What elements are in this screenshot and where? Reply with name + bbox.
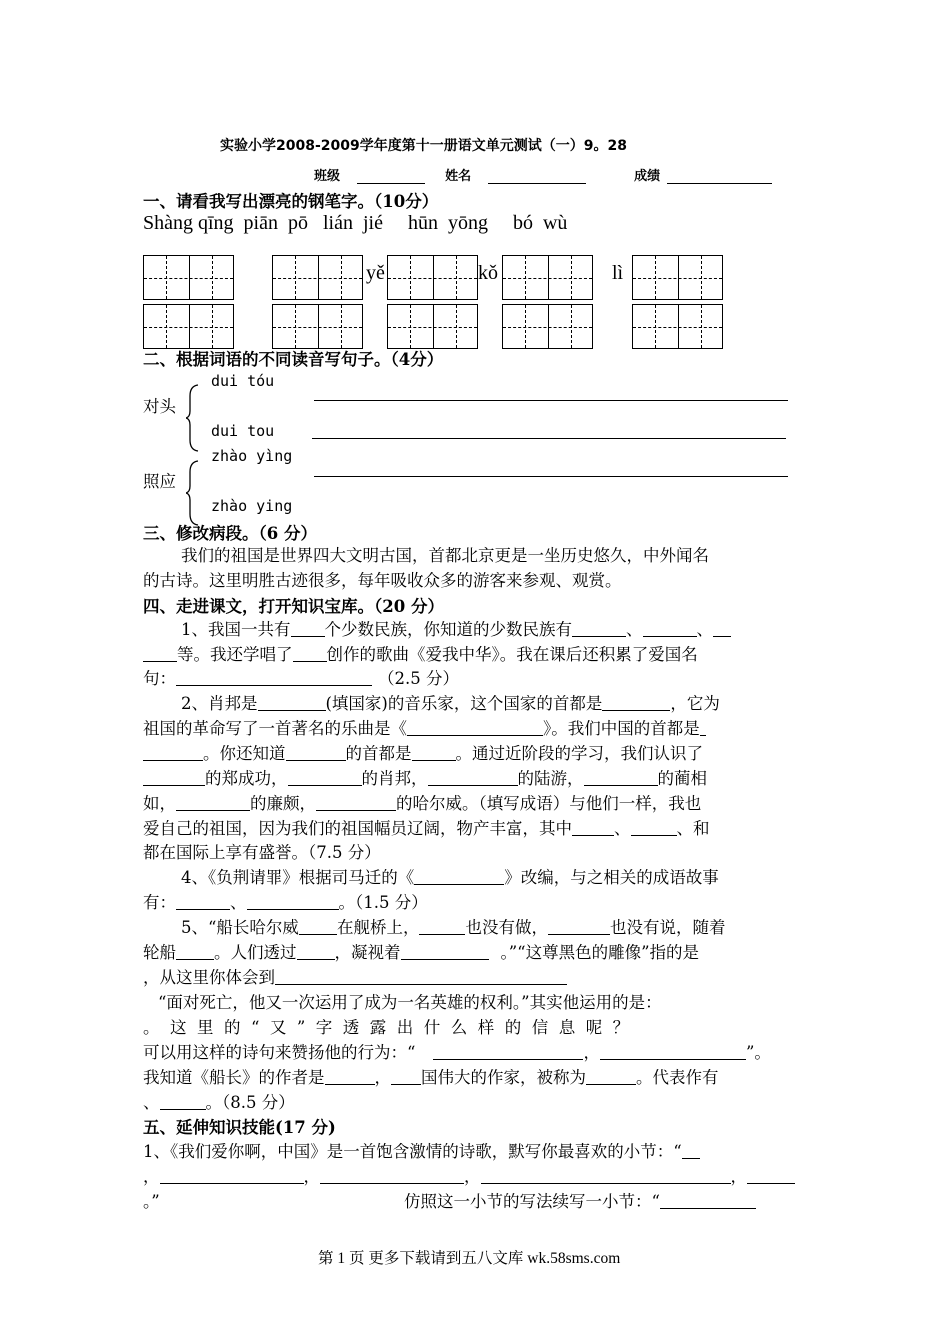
text: 。（8.5 分） xyxy=(205,1093,295,1112)
text: 祖国的革命写了一首著名的乐曲是《 xyxy=(143,719,407,738)
text: 在舰桥上， xyxy=(336,918,420,937)
text: 。”“这尊黑色的雕像”指的是 xyxy=(500,943,700,962)
writing-grid-box[interactable] xyxy=(632,304,723,349)
blank[interactable] xyxy=(275,966,567,985)
q2-line4 xyxy=(143,766,707,791)
answer-line[interactable] xyxy=(312,438,786,439)
text: 如， xyxy=(143,794,176,813)
text: 、 xyxy=(696,620,713,639)
word1-pinyin2: dui tou xyxy=(211,422,275,440)
q2-line5 xyxy=(143,791,701,816)
blank[interactable] xyxy=(631,817,677,836)
text: 、 xyxy=(230,893,247,912)
text: 的蔺相 xyxy=(657,769,707,788)
q1-line2 xyxy=(143,642,698,667)
text: 仿照这一小节的写法续写一小节：“ xyxy=(404,1192,660,1211)
q5-line6 xyxy=(143,1040,771,1065)
text: （2.5 分） xyxy=(378,669,459,688)
q5-line7 xyxy=(143,1065,719,1090)
blank[interactable] xyxy=(713,618,731,637)
blank[interactable] xyxy=(143,742,203,761)
word2-pinyin1: zhào yìng xyxy=(211,447,293,465)
class-blank[interactable] xyxy=(357,169,425,184)
blank[interactable] xyxy=(602,692,670,711)
blank[interactable] xyxy=(391,1066,421,1085)
blank[interactable] xyxy=(143,767,205,786)
text: ， xyxy=(143,1167,160,1186)
text: ，从这里你体会到 xyxy=(143,968,275,987)
text: 的廉颇， xyxy=(250,794,316,813)
text: ， xyxy=(464,1167,481,1186)
blank[interactable] xyxy=(643,618,697,637)
blank[interactable] xyxy=(288,767,362,786)
text: 、和 xyxy=(676,819,710,838)
text: 句： xyxy=(143,669,176,688)
text: 创作的歌曲《爱我中华》。我在课后还积累了爱国名 xyxy=(326,645,698,664)
writing-grid-box[interactable] xyxy=(632,255,723,300)
name-blank[interactable] xyxy=(488,169,586,184)
blank[interactable] xyxy=(407,717,543,736)
blank[interactable] xyxy=(586,1066,636,1085)
q5-line3 xyxy=(143,965,567,990)
blank[interactable] xyxy=(293,643,327,662)
blank[interactable] xyxy=(572,817,614,836)
writing-grid-box[interactable] xyxy=(143,304,234,349)
blank[interactable] xyxy=(176,792,250,811)
blank[interactable] xyxy=(316,792,396,811)
blank[interactable] xyxy=(584,767,658,786)
blank[interactable] xyxy=(682,1140,700,1159)
student-info-row xyxy=(314,165,772,184)
word1-brace-icon xyxy=(186,384,200,452)
blank[interactable] xyxy=(600,1041,746,1060)
q5-line2 xyxy=(143,940,699,965)
blank[interactable] xyxy=(160,1091,206,1110)
text: 1、《我们爱你啊，中国》是一首饱含激情的诗歌，默写你最喜欢的小节：“ xyxy=(143,1142,682,1161)
text: 5、“船长哈尔威 xyxy=(181,918,299,937)
word2: 照应 xyxy=(143,472,176,491)
text: 》。我们中国的首都是 xyxy=(543,719,700,738)
blank[interactable] xyxy=(660,1190,756,1209)
paragraph-line: 的古诗。这里明胜古迹很多，每年吸收众多的游客来参观、观赏。 xyxy=(143,571,622,590)
text: 。通过近阶段的学习，我们认识了 xyxy=(455,744,703,763)
section3-heading: 三、修改病段。（6 分） xyxy=(143,524,317,543)
q2-line7: 都在国际上享有盛誉。（7.5 分） xyxy=(143,843,381,862)
blank[interactable] xyxy=(747,1165,795,1184)
section5-heading: 五、延伸知识技能(17 分) xyxy=(143,1118,336,1137)
text: 的首都是 xyxy=(345,744,412,763)
s5-q1-line3b xyxy=(404,1189,756,1214)
text: ”。 xyxy=(745,1043,771,1062)
text: 可以用这样的诗句来赞扬他的行为：“ xyxy=(143,1043,416,1062)
q5-line1 xyxy=(181,915,725,940)
blank[interactable] xyxy=(419,916,465,935)
blank[interactable] xyxy=(160,1165,304,1184)
text: 的郑成功， xyxy=(205,769,288,788)
section2-heading: 二、根据词语的不同读音写句子。（4分） xyxy=(143,350,444,369)
blank[interactable] xyxy=(258,692,326,711)
text: 也没有做， xyxy=(465,918,548,937)
s5-q1-line2 xyxy=(143,1164,795,1189)
q1-line3 xyxy=(143,666,459,691)
score-blank[interactable] xyxy=(667,169,772,184)
class-label: 班级 xyxy=(314,169,341,184)
pinyin-line: Shàng qīng piān pō lián jié hūn yōng bó wù xyxy=(143,212,568,234)
pinyin-ko: kǒ xyxy=(478,262,498,284)
score-label: 成绩 xyxy=(634,169,661,184)
text: 轮船 xyxy=(143,943,176,962)
text: 也没有说，随着 xyxy=(609,918,726,937)
blank[interactable] xyxy=(247,891,339,910)
writing-grid-box[interactable] xyxy=(272,304,363,349)
blank[interactable] xyxy=(401,941,489,960)
writing-grid-box[interactable] xyxy=(502,255,593,300)
text: ， xyxy=(303,1167,320,1186)
text: 的哈尔威。（填写成语）与他们一样，我也 xyxy=(396,794,702,813)
answer-line[interactable] xyxy=(314,476,788,477)
text: 、 xyxy=(626,620,643,639)
blank[interactable] xyxy=(548,916,610,935)
q2-line6 xyxy=(143,816,710,841)
q5-line8 xyxy=(143,1090,295,1115)
q5-line5: 。 这 里 的 “ 又 ” 字 透 露 出 什 么 样 的 信 息 呢 ？ xyxy=(143,1018,630,1037)
writing-grid-box[interactable] xyxy=(272,255,363,300)
section4-heading: 四、走进课文，打开知识宝库。（20 分） xyxy=(143,597,444,616)
blank[interactable] xyxy=(176,891,230,910)
text: ， xyxy=(730,1167,747,1186)
blank[interactable] xyxy=(291,618,325,637)
blank[interactable] xyxy=(481,1165,731,1184)
text: 我知道《船长》的作者是 xyxy=(143,1068,325,1087)
s5-q1-line1 xyxy=(143,1139,700,1164)
q2-line3 xyxy=(143,741,703,766)
q1-line1 xyxy=(181,617,731,642)
text: 等。我还学唱了 xyxy=(177,645,293,664)
q2-line2 xyxy=(143,716,706,741)
text: 。你还知道 xyxy=(203,744,286,763)
blank[interactable] xyxy=(176,667,372,686)
text: 有： xyxy=(143,893,176,912)
text: 4、《负荆请罪》根据司马迁的《 xyxy=(181,868,415,887)
text: 个少数民族，你知道的少数民族有 xyxy=(324,620,572,639)
text: 、 xyxy=(143,1093,160,1112)
pinyin-ye: yě xyxy=(366,262,385,284)
writing-grid-box[interactable] xyxy=(387,255,478,300)
text: 》改编，与之相关的成语故事 xyxy=(504,868,719,887)
section1-heading: 一、请看我写出漂亮的钢笔字。（10分） xyxy=(143,192,439,211)
writing-grid-box[interactable] xyxy=(387,304,478,349)
text: 的肖邦， xyxy=(361,769,428,788)
text: 。人们透过 xyxy=(214,943,297,962)
text: 1、我国一共有 xyxy=(181,620,291,639)
word2-pinyin2: zhào ying xyxy=(211,497,293,515)
paragraph-line: 我们的祖国是世界四大文明古国，首都北京更是一坐历史悠久，中外闻名 xyxy=(181,546,709,565)
text: ，它为 xyxy=(670,694,720,713)
page-footer: 第 1 页 更多下载请到五八文库 wk.58sms.com xyxy=(318,1250,621,1267)
text: 。代表作有 xyxy=(636,1068,719,1087)
blank[interactable] xyxy=(700,717,706,736)
text: ，凝视着 xyxy=(334,943,401,962)
blank[interactable] xyxy=(412,742,456,761)
word1-pinyin1: dui tóu xyxy=(211,372,275,390)
blank[interactable] xyxy=(176,941,214,960)
blank[interactable] xyxy=(297,941,335,960)
text: 国伟大的作家，被称为 xyxy=(421,1068,586,1087)
text: 的陆游， xyxy=(517,769,584,788)
blank[interactable] xyxy=(143,643,177,662)
q5-line4: “面对死亡，他又一次运用了成为一名英雄的权利。”其实他运用的是： xyxy=(158,993,662,1012)
blank[interactable] xyxy=(320,1165,464,1184)
text: ， xyxy=(583,1043,600,1062)
answer-line[interactable] xyxy=(314,400,788,401)
writing-grid-box[interactable] xyxy=(143,255,234,300)
q4-line2 xyxy=(143,890,428,915)
name-label: 姓名 xyxy=(445,169,472,184)
text: (填国家)的音乐家，这个国家的首都是 xyxy=(325,694,603,713)
text: 爱自己的祖国，因为我们的祖国幅员辽阔，物产丰富，其中 xyxy=(143,819,572,838)
word1: 对头 xyxy=(143,397,176,416)
blank[interactable] xyxy=(325,1066,375,1085)
blank[interactable] xyxy=(428,767,518,786)
blank[interactable] xyxy=(299,916,337,935)
text: ， xyxy=(374,1068,391,1087)
text: 2、肖邦是 xyxy=(181,694,258,713)
pinyin-li: lì xyxy=(612,262,624,284)
q2-line1 xyxy=(181,691,720,716)
q4-line1 xyxy=(181,865,719,890)
word2-brace-icon xyxy=(186,460,200,526)
blank[interactable] xyxy=(414,866,504,885)
page-title: 实验小学2008-2009学年度第十一册语文单元测试（一）9。28 xyxy=(220,138,627,154)
blank[interactable] xyxy=(572,618,626,637)
text: 。（1.5 分） xyxy=(338,893,428,912)
text: 、 xyxy=(614,819,631,838)
writing-grid-box[interactable] xyxy=(502,304,593,349)
blank[interactable] xyxy=(286,742,346,761)
blank[interactable] xyxy=(433,1041,583,1060)
s5-q1-line3: 。” xyxy=(143,1192,160,1211)
